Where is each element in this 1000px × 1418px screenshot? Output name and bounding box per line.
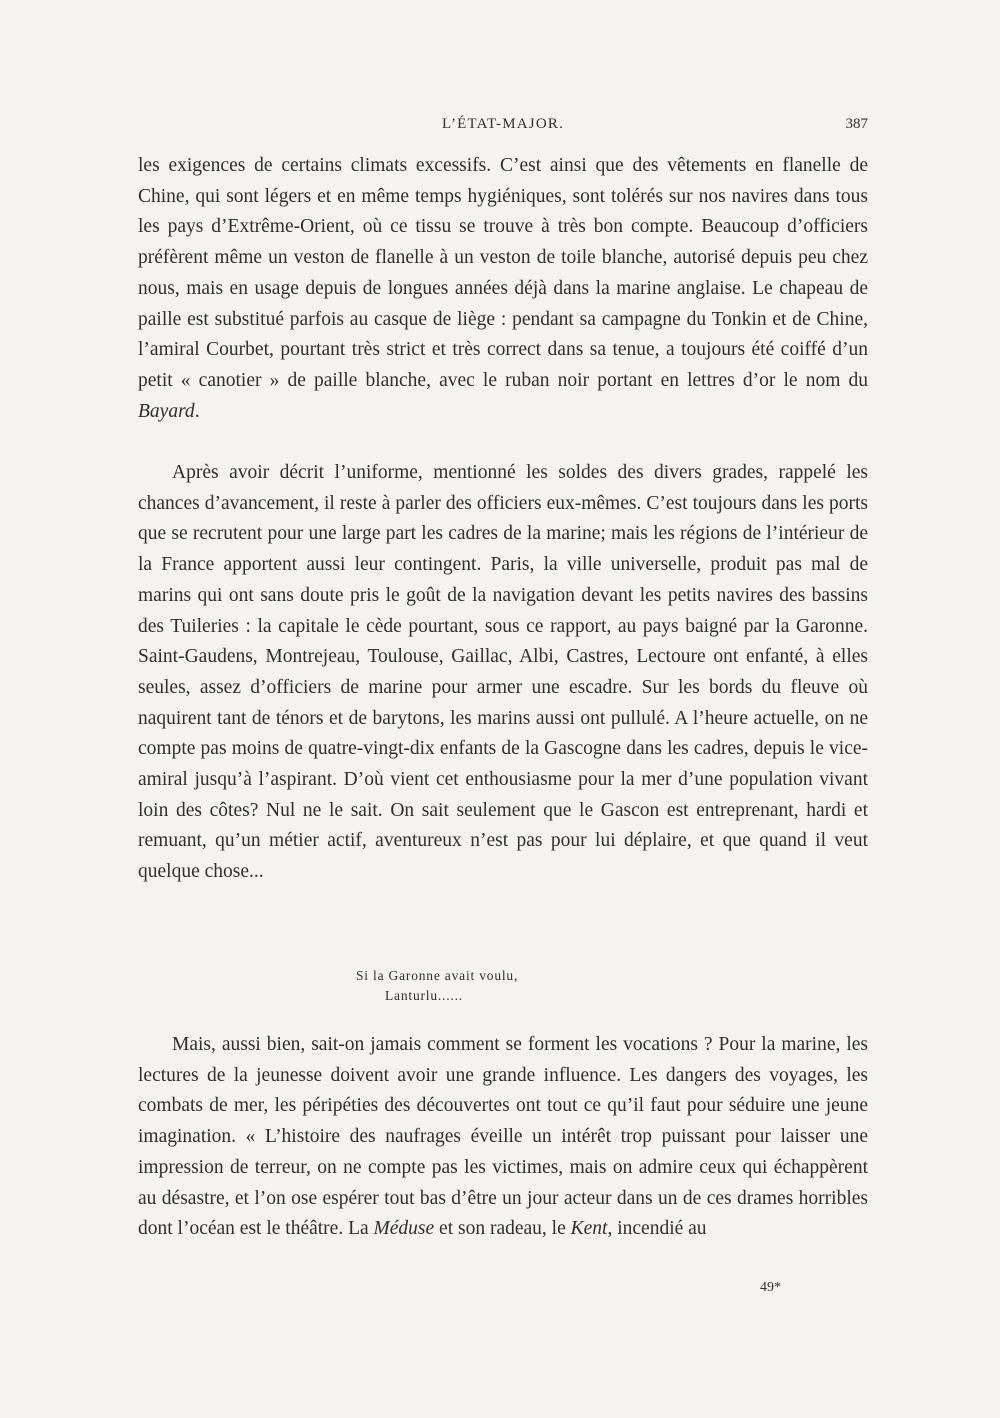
page-number: 387 xyxy=(845,116,868,132)
paragraph-1-text: les exigences de certains climats excessifs. C’est ainsi que des vêtements en flanelle de Chine, qui sont légers et en même temps hygiéniques, sont tolérés sur nos navires dans tous les pays d’Extrême-Orient, où ce tissu se trouve à très bon compte. Beaucoup d’officiers préfèrent même un veston de flanelle à un veston de toile blanche, autorisé depuis peu chez nous, mais en usage depuis de longues années déjà dans la marine anglaise. Le chapeau de paille est substitué parfois au casque de liège : pendant sa campagne du Tonkin et de Chine, l’amiral Courbet, pourtant très strict et très correct dans sa tenue, a toujours été coiffé d’un petit « canotier » de paille blanche, avec le ruban noir portant en lettres d’or le nom du xyxy=(138,155,868,391)
paragraph-1-end: . xyxy=(194,400,200,422)
page-header xyxy=(138,116,868,138)
signature-mark: 49* xyxy=(760,1280,781,1295)
ship-name-bayard: Bayard xyxy=(138,400,195,422)
verse-quote xyxy=(356,966,518,1005)
paragraph-3-text-2: et son radeau, le xyxy=(434,1218,571,1240)
paragraph-2: Après avoir décrit l’uniforme, mentionné les soldes des divers grades, rappelé les chances d’avancement, il reste à parler des officiers eux-mêmes. C’est toujours dans les ports que se recrutent pour une large part les cadres de la marine; mais les régions de l’intérieur de la France apportent aussi leur contingent. Paris, la ville universelle, produit pas mal de marins qui ont sans doute pris le goût de la navigation devant les petits navires des bassins des Tuileries : la capitale le cède pourtant, sous ce rapport, au pays baigné par la Garonne. Saint-Gaudens, Montrejeau, Toulouse, Gaillac, Albi, Castres, Lectoure ont enfanté, à elles seules, assez d’officiers de marine pour armer une escadre. Sur les bords du fleuve où naquirent tant de ténors et de barytons, les marins aussi ont pullulé. A l’heure actuelle, on ne compte pas moins de quatre-vingt-dix enfants de la Gascogne dans les cadres, depuis le vice-amiral jusqu’à l’aspirant. D’où vient cet enthousiasme pour la mer d’une population vivant loin des côtes? Nul ne le sait. On sait seulement que le Gascon est entreprenant, hardi et remuant, qu’un métier actif, aventureux n’est pas pour lui déplaire, et que quand il veut quelque chose... xyxy=(138,462,868,883)
paragraph-3 xyxy=(138,1030,868,1245)
verse-line-2: Lanturlu...... xyxy=(385,987,463,1003)
ship-name-meduse: Méduse xyxy=(373,1218,435,1240)
running-head: L’ÉTAT-MAJOR. xyxy=(441,116,565,132)
ship-name-kent: Kent xyxy=(570,1218,608,1240)
paragraph-1 xyxy=(138,151,868,427)
paragraph-3-text: Mais, aussi bien, sait-on jamais comment se forment les vocations ? Pour la marine, les lectures de la jeunesse doivent avoir une grande influence. Les dangers des voyages, les combats de mer, les péripéties des découvertes ont tout ce qu’il faut pour séduire une jeune imagination. « L’histoire des naufrages éveille un intérêt trop puissant pour laisser une impression de terreur, on ne compte pas les victimes, mais on admire ceux qui échappèrent au désastre, et l’on ose espérer tout bas d’être un jour acteur dans un de ces drames horribles dont l’océan est le théâtre. La xyxy=(138,1034,868,1240)
verse-line-1: Si la Garonne avait voulu, xyxy=(356,968,519,983)
paragraph-3-text-3: , incendié au xyxy=(607,1218,707,1240)
